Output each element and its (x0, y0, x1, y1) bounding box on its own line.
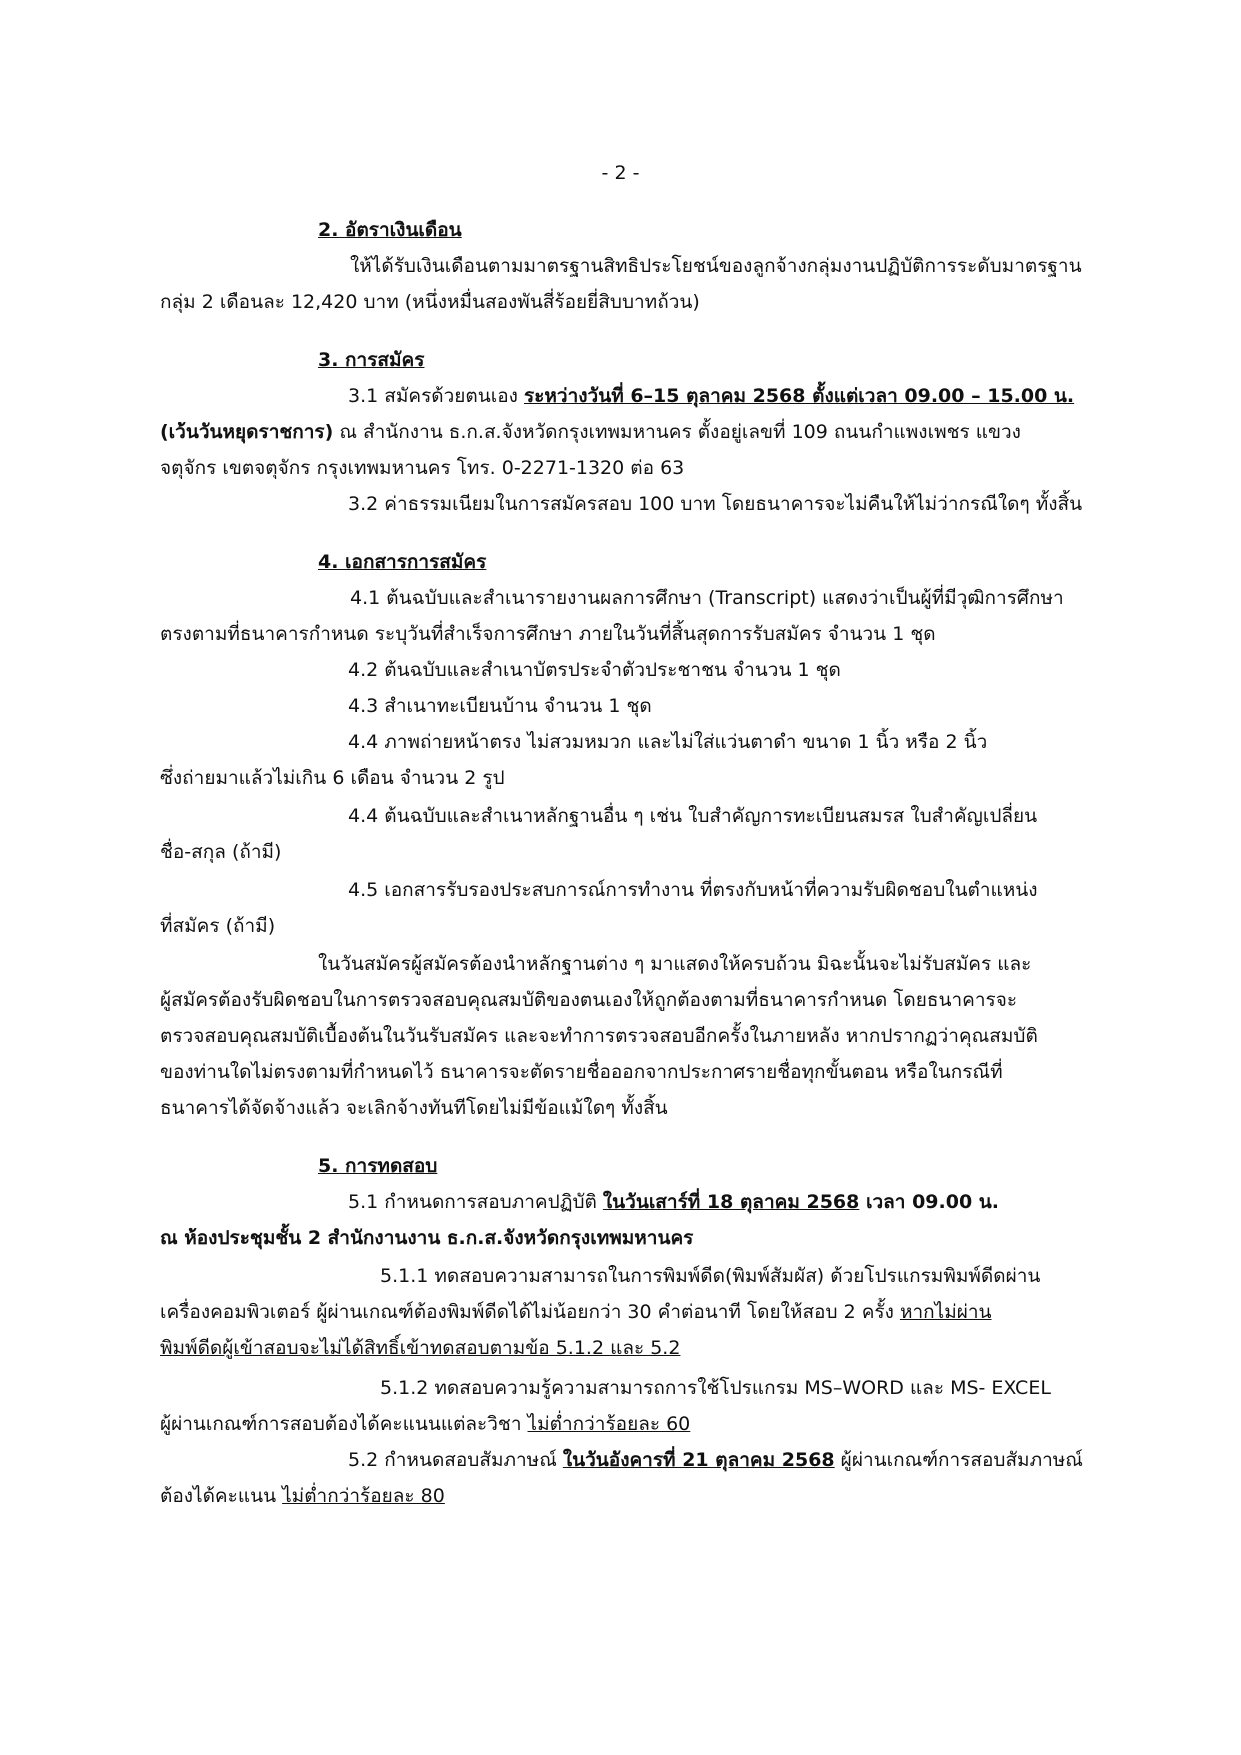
typing-fail-note-start: หากไม่ผ่าน (899, 1301, 992, 1323)
office-address: ณ สำนักงาน ธ.ก.ส.จังหวัดกรุงเทพมหานคร ตั้งอยู่เลขที่ 109 ถนนกำแพงเพชร แขวง (333, 421, 1021, 443)
applicant-note-line-3: ตรวจสอบคุณสมบัติเบื้องต้นในวันรับสมัคร และจะทำการตรวจสอบอีกครั้งในภายหลัง หากปรากฏว่าคุณสมบัติ (160, 1025, 1038, 1047)
applicant-note-line-1: ในวันสมัครผู้สมัครต้องนำหลักฐานต่าง ๆ มาแสดงให้ครบถ้วน มิฉะนั้นจะไม่รับสมัคร และ (318, 953, 1032, 975)
test-item-5-1-1-line-1: 5.1.1 ทดสอบความสามารถในการพิมพ์ดีด(พิมพ์สัมผัส) ด้วยโปรแกรมพิมพ์ดีดผ่าน (380, 1265, 1041, 1287)
salary-text-line-2: กลุ่ม 2 เดือนละ 12,420 บาท (หนึ่งหมื่นสองพันสี่ร้อยยี่สิบบาทถ้วน) (160, 291, 700, 313)
doc-item-4-4b-line-2: ชื่อ-สกุล (ถ้ามี) (160, 841, 282, 863)
computer-test-minimum: ไม่ต่ำกว่าร้อยละ 60 (527, 1413, 691, 1435)
doc-item-4-1-line-1: 4.1 ต้นฉบับและสำเนารายงานผลการศึกษา (Transcript) แสดงว่าเป็นผู้ที่มีวุฒิการศึกษา (350, 587, 1064, 609)
page-number: - 2 - (601, 162, 640, 184)
test-item-5-1-2-line-2 (160, 1410, 690, 1438)
section-2-heading: 2. อัตราเงินเดือน (318, 219, 462, 241)
section-3-heading: 3. การสมัคร (318, 349, 425, 371)
doc-item-4-5-line-1: 4.5 เอกสารรับรองประสบการณ์การทำงาน ที่ตรงกับหน้าที่ความรับผิดชอบในตำแหน่ง (348, 879, 1038, 901)
test-item-5-1-1-line-3: พิมพ์ดีดผู้เข้าสอบจะไม่ได้สิทธิ์เข้าทดสอบตามข้อ 5.1.2 และ 5.2 (160, 1337, 681, 1359)
test-item-5-1-2-line-1: 5.1.2 ทดสอบความรู้ความสามารถการใช้โปรแกรม MS–WORD และ MS- EXCEL (380, 1377, 1051, 1399)
practical-test-time: เวลา 09.00 น. (859, 1191, 999, 1213)
section-4-heading: 4. เอกสารการสมัคร (318, 551, 487, 573)
doc-item-4-4a-line-2: ซึ่งถ่ายมาแล้วไม่เกิน 6 เดือน จำนวน 2 รูป (160, 767, 505, 789)
test-item-5-2-line-2 (160, 1482, 445, 1510)
doc-item-4-4a-line-1: 4.4 ภาพถ่ายหน้าตรง ไม่สวมหมวก และไม่ใส่แว่นตาดำ ขนาด 1 นิ้ว หรือ 2 นิ้ว (348, 731, 988, 753)
typing-criteria: เครื่องคอมพิวเตอร์ ผู้ผ่านเกณฑ์ต้องพิมพ์ดีดได้ไม่น้อยกว่า 30 คำต่อนาที โดยให้สอบ 2 ครั้ง (160, 1301, 900, 1323)
doc-item-4-5-line-2: ที่สมัคร (ถ้ามี) (160, 915, 276, 937)
apply-item-3-1-line-1 (348, 382, 1074, 410)
practical-test-date: ในวันเสาร์ที่ 18 ตุลาคม 2568 (602, 1191, 860, 1213)
practical-test-intro: 5.1 กำหนดการสอบภาคปฏิบัติ (348, 1191, 603, 1213)
computer-test-criteria: ผู้ผ่านเกณฑ์การสอบต้องได้คะแนนแต่ละวิชา (160, 1413, 528, 1435)
doc-item-4-3: 4.3 สำเนาทะเบียนบ้าน จำนวน 1 ชุด (348, 695, 652, 717)
interview-score-label: ต้องได้คะแนน (160, 1485, 283, 1507)
interview-minimum: ไม่ต่ำกว่าร้อยละ 80 (282, 1485, 445, 1507)
doc-item-4-1-line-2: ตรงตามที่ธนาคารกำหนด ระบุวันที่สำเร็จการศึกษา ภายในวันที่สิ้นสุดการรับสมัคร จำนวน 1 ชุด (160, 623, 936, 645)
applicant-note-line-2: ผู้สมัครต้องรับผิดชอบในการตรวจสอบคุณสมบัติของตนเองให้ถูกต้องตามที่ธนาคารกำหนด โดยธนาคารจะ (160, 989, 1018, 1011)
applicant-note-line-5: ธนาคารได้จัดจ้างแล้ว จะเลิกจ้างทันทีโดยไม่มีข้อแม้ใดๆ ทั้งสิ้น (160, 1097, 668, 1119)
apply-period: ระหว่างวันที่ 6–15 ตุลาคม 2568 ตั้งแต่เวลา 09.00 – 15.00 น. (523, 385, 1075, 407)
doc-item-4-2: 4.2 ต้นฉบับและสำเนาบัตรประจำตัวประชาชน จำนวน 1 ชุด (348, 659, 841, 681)
test-item-5-2-line-1 (348, 1446, 1083, 1474)
interview-criteria: ผู้ผ่านเกณฑ์การสอบสัมภาษณ์ (834, 1449, 1083, 1471)
section-5-heading: 5. การทดสอบ (318, 1155, 438, 1177)
apply-item-3-2: 3.2 ค่าธรรมเนียมในการสมัครสอบ 100 บาท โดยธนาคารจะไม่คืนให้ไม่ว่ากรณีใดๆ ทั้งสิ้น (348, 493, 1083, 515)
test-item-5-1-line-2: ณ ห้องประชุมชั้น 2 สำนักงานงาน ธ.ก.ส.จังหวัดกรุงเทพมหานคร (160, 1227, 694, 1249)
doc-item-4-4b-line-1: 4.4 ต้นฉบับและสำเนาหลักฐานอื่น ๆ เช่น ใบสำคัญการทะเบียนสมรส ใบสำคัญเปลี่ยน (348, 805, 1038, 827)
apply-item-3-1-line-2 (160, 418, 1021, 446)
interview-date: ในวันอังคารที่ 21 ตุลาคม 2568 (562, 1449, 835, 1471)
applicant-note-line-4: ของท่านใดไม่ตรงตามที่กำหนดไว้ ธนาคารจะตัดรายชื่อออกจากประกาศรายชื่อทุกขั้นตอน หรือในกรณีที่ (160, 1061, 1003, 1083)
test-item-5-1-line-1 (348, 1188, 999, 1216)
salary-text-line-1: ให้ได้รับเงินเดือนตามมาตรฐานสิทธิประโยชน์ของลูกจ้างกลุ่มงานปฏิบัติการระดับมาตรฐาน (350, 255, 1082, 277)
interview-intro: 5.2 กำหนดสอบสัมภาษณ์ (348, 1449, 563, 1471)
test-item-5-1-1-line-2 (160, 1298, 992, 1326)
apply-item-3-1-line-3: จตุจักร เขตจตุจักร กรุงเทพมหานคร โทร. 0-2271-1320 ต่อ 63 (160, 457, 685, 479)
holiday-exception: (เว้นวันหยุดราชการ) (160, 421, 334, 443)
apply-item-3-1-intro: 3.1 สมัครด้วยตนเอง (348, 385, 524, 407)
